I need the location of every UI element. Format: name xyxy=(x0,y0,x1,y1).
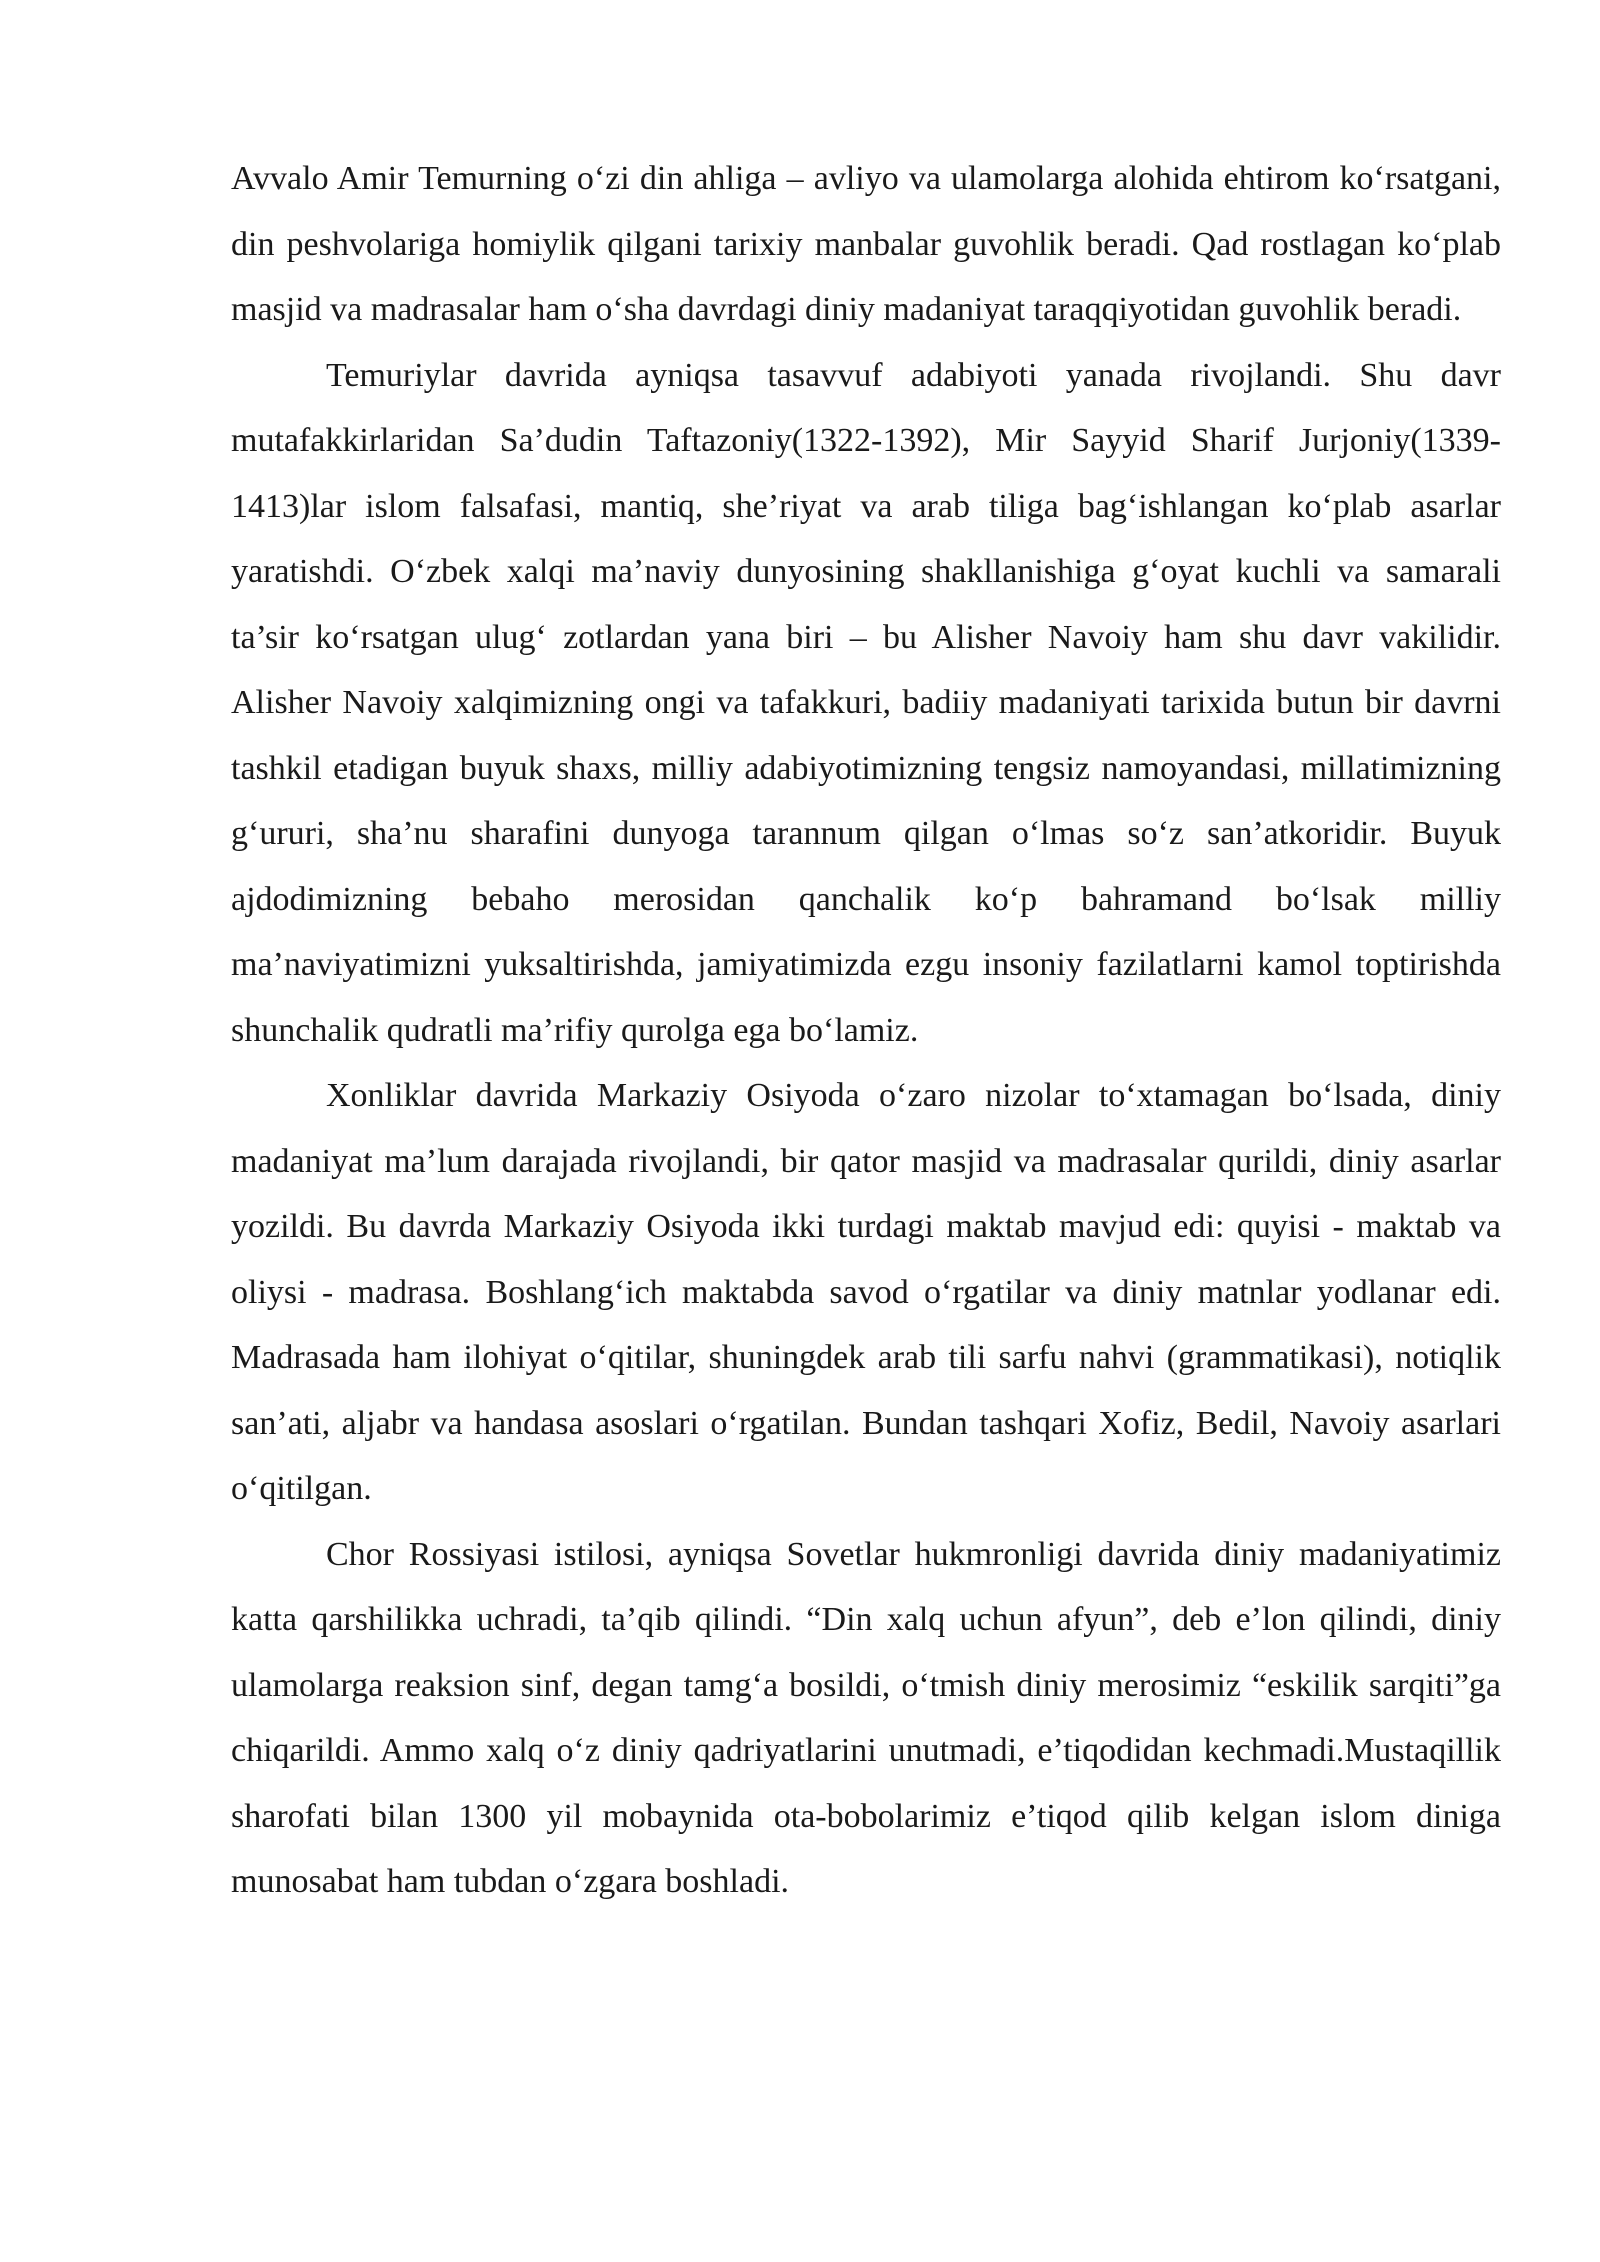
paragraph-2: Temuriylar davrida ayniqsa tasavvuf adabiyoti yanada rivojlandi. Shu davr mutafakkirlaridan Sa’dudin Taftazoniy(1322-1392), Mir Sayyid Sharif Jurjoniy(1339-1413)lar islom falsafasi, mantiq, she’riyat va arab tiliga bag‘ishlangan ko‘plab asarlar yaratishdi. O‘zbek xalqi ma’naviy dunyosining shakllanishiga g‘oyat kuchli va samarali ta’sir ko‘rsatgan ulug‘ zotlardan yana biri – bu Alisher Navoiy ham shu davr vakilidir. Alisher Navoiy xalqimizning ongi va tafakkuri, badiiy madaniyati tarixida butun bir davrni tashkil etadigan buyuk shaxs, milliy adabiyotimizning tengsiz namoyandasi, millatimizning g‘ururi, sha’nu sharafini dunyoga tarannum qilgan o‘lmas so‘z san’atkoridir. Buyuk ajdodimizning bebaho merosidan qanchalik ko‘p bahramand bo‘lsak milliy ma’naviyatimizni yuksaltirishda, jamiyatimizda ezgu insoniy fazilatlarni kamol toptirishda shunchalik qudratli ma’rifiy qurolga ega bo‘lamiz. xyxy=(231,356,1501,1049)
paragraph-4: Chor Rossiyasi istilosi, ayniqsa Sovetlar hukmronligi davrida diniy madaniyatimiz katta qarshilikka uchradi, ta’qib qilindi. “Din xalq uchun afyun”, deb e’lon qilindi, diniy ulamolarga reaksion sinf, degan tamg‘a bosildi, o‘tmish diniy merosimiz “eskilik sarqiti”ga chiqarildi. Ammo xalq o‘z diniy qadriyatlarini unutmadi, e’tiqodidan kechmadi.Mustaqillik sharofati bilan 1300 yil mobaynida ota-bobolarimiz e’tiqod qilib kelgan islom diniga munosabat ham tubdan o‘zgara boshladi. xyxy=(231,1535,1501,1900)
document-body xyxy=(231,146,1501,1915)
paragraph-3: Xonliklar davrida Markaziy Osiyoda o‘zaro nizolar to‘xtamagan bo‘lsada, diniy madaniyat ma’lum darajada rivojlandi, bir qator masjid va madrasalar qurildi, diniy asarlar yozildi. Bu davrda Markaziy Osiyoda ikki turdagi maktab mavjud edi: quyisi - maktab va oliysi - madrasa. Boshlang‘ich maktabda savod o‘rgatilar va diniy matnlar yodlanar edi. Madrasada ham ilohiyat o‘qitilar, shuningdek arab tili sarfu nahvi (grammatikasi), notiqlik san’ati, aljabr va handasa asoslari o‘rgatilan. Bundan tashqari Xofiz, Bedil, Navoiy asarlari o‘qitilgan. xyxy=(231,1077,1501,1507)
paragraph-1: Avvalo Amir Temurning o‘zi din ahliga – avliyo va ulamolarga alohida ehtirom ko‘rsatgani, din peshvolariga homiylik qilgani tarixiy manbalar guvohlik beradi. Qad rostlagan ko‘plab masjid va madrasalar ham o‘sha davrdagi diniy madaniyat taraqqiyotidan guvohlik beradi. xyxy=(231,160,1501,328)
